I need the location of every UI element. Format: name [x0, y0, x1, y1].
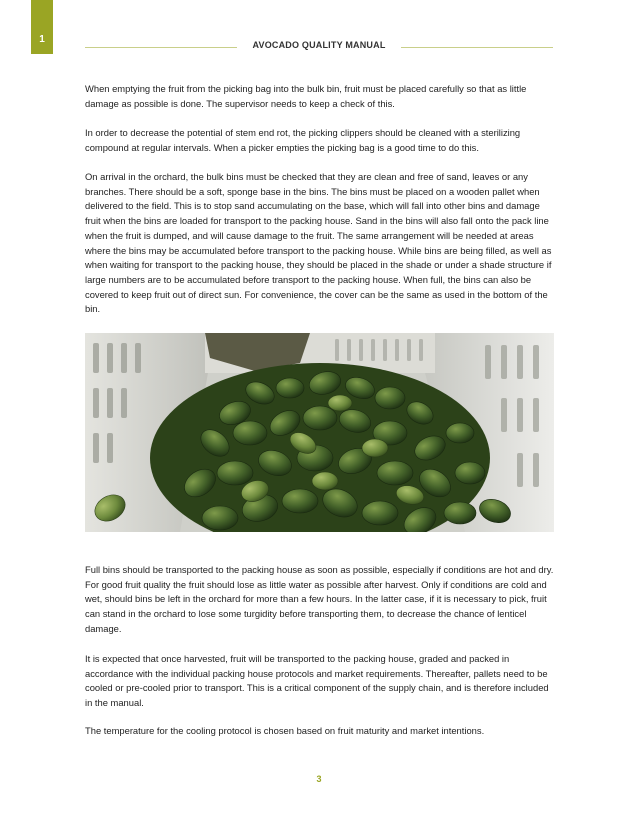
paragraph-3: On arrival in the orchard, the bulk bins must be checked that they are clean and free of sand, leaves or any branches. There should be a soft, sponge base in the bins. The bins must be placed on a wooden pallet when delivered to the field. This is to stop sand accumulating on the base, which will fall into other bins and damage fruit when the bins are loaded for transport to the packing house. Sand in the bins will also fall onto the pack line when the fruit is dumped, and will cause damage to the fruit. The same arrangement will be needed at areas where the bins may be accumulated before transport to the packing house. While bins are being filled, as well as when waiting for transport to the packing house, they should be placed in the shade or under a shade structure if large numbers are to be accumulated before transport to the packing house. When full, the bins can also be covered to keep fruit out of direct sun. For convenience, the cover can be the same as used in the bottom of the bin. [85, 171, 552, 315]
paragraph-2: In order to decrease the potential of stem end rot, the picking clippers should be cleaned with a sterilizing compound at regular intervals. When a picker empties the picking bag is a good time to do this. [85, 127, 521, 153]
page-number: 3 [316, 774, 322, 784]
paragraph-5: It is expected that once harvested, fruit will be transported to the packing house, graded and packed in accordance with the individual packing house protocols and market requirements. Thereafter, pallets need to be cooled or pre-cooled prior to transport. This is a critical component of the supply chain, and is therefore included in the manual. [85, 653, 549, 709]
running-header-title: AVOCADO QUALITY MANUAL [252, 40, 386, 50]
section-number: 1 [39, 34, 45, 45]
paragraph-4: Full bins should be transported to the packing house as soon as possible, especially if conditions are hot and dry. For good fruit quality the fruit should lose as little water as possible after harvest. Only if conditions are cold and wet, should bins be left in the orchard for more than a few hours. In the latter case, if it is necessary to pick, fruit can stand in the orchard to lose some turgidity before transporting them, to decrease the chance of lenticel damage. [85, 564, 554, 634]
section-tab [31, 0, 53, 54]
avocado-bin-illustration [85, 333, 554, 532]
header-rule-left [85, 47, 237, 48]
paragraph-6: The temperature for the cooling protocol is chosen based on fruit maturity and market intentions. [85, 725, 485, 736]
header-rule-right [401, 47, 553, 48]
paragraph-1: When emptying the fruit from the picking bag into the bulk bin, fruit must be placed carefully so that as little damage as possible is done. The supervisor needs to keep a check of this. [85, 83, 527, 109]
avocado-bin-photo [85, 333, 554, 532]
